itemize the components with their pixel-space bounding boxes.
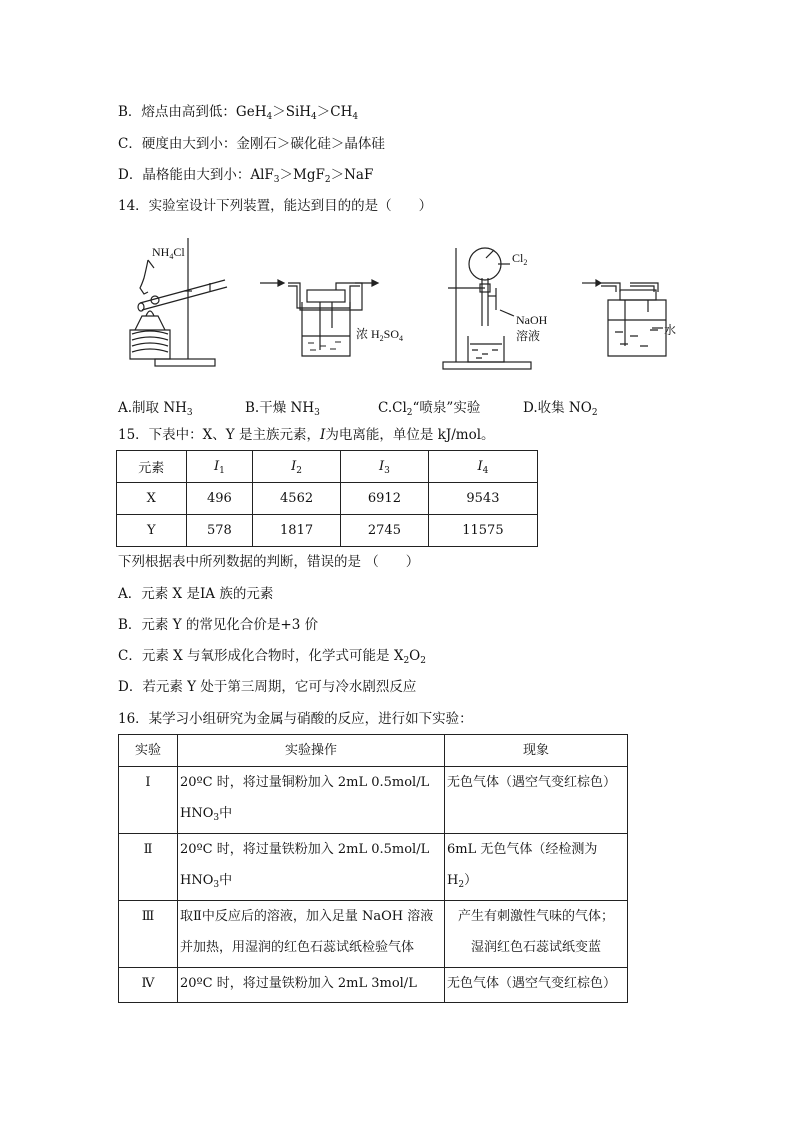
label-solution: 溶液	[516, 329, 541, 343]
option-b-label: B．熔点由高到低：	[118, 104, 236, 120]
table-cell: Ⅰ	[119, 767, 178, 834]
formula-part: ＞SiH	[272, 104, 312, 120]
formula-part: O	[409, 648, 421, 664]
formula-part: HNO	[180, 873, 214, 888]
table-cell: X	[117, 483, 187, 515]
cell-line	[180, 798, 442, 831]
table-row	[119, 834, 628, 901]
label-cl2: $Cl_2$	[512, 251, 528, 267]
table-cell	[445, 834, 628, 901]
option-label: C．元素 X 与氧形成化合物时，化学式可能是 X	[118, 648, 404, 664]
table-cell: 496	[186, 483, 253, 515]
ionization-energy-table	[116, 450, 538, 547]
table-row	[119, 901, 628, 968]
cell-line: 并加热，用湿润的红色石蕊试纸检验气体	[180, 940, 415, 955]
q14-stem: 14．实验室设计下列装置，能达到目的的是（ ）	[118, 198, 433, 214]
formula-part: ＞MgF	[279, 167, 325, 183]
table-cell	[445, 901, 628, 968]
subscript: 1	[219, 466, 225, 476]
q14-apparatus-figure	[110, 228, 677, 378]
q15-stem	[118, 426, 495, 444]
table-cell	[178, 901, 445, 968]
formula-part: ＞CH	[316, 104, 353, 120]
table-cell: 578	[186, 515, 253, 547]
subscript: 2	[403, 656, 410, 666]
table-row	[119, 968, 628, 1003]
q14-option-c	[378, 396, 480, 416]
header-cell: 实验	[119, 735, 178, 767]
table-cell: Ⅲ	[119, 901, 178, 968]
table-cell: 无色气体（遇空气变红棕色）	[445, 767, 628, 834]
table-row	[117, 515, 538, 547]
formula-part: 中	[219, 806, 233, 821]
header-symbol: I	[378, 459, 385, 474]
table-cell: 2745	[341, 515, 429, 547]
header-cell: 现象	[445, 735, 628, 767]
label-nh4cl: $NH_4Cl$	[152, 245, 185, 261]
table-cell: 4562	[253, 483, 341, 515]
subscript: 4	[482, 466, 489, 476]
subscript: 3	[213, 880, 220, 890]
option-label: B.干燥 NH	[245, 400, 315, 416]
apparatus-b	[288, 283, 362, 356]
subscript: 2	[324, 175, 331, 185]
table-cell: 6912	[341, 483, 429, 515]
subscript: 2	[406, 408, 413, 418]
table-cell	[178, 767, 445, 834]
table-header-row	[119, 735, 628, 767]
formula-part: HNO	[180, 806, 214, 821]
cell-line	[180, 865, 442, 898]
formula-part: AlF	[250, 167, 274, 183]
stem-symbol: I	[320, 427, 326, 443]
subscript: 2	[458, 880, 465, 890]
table-row	[119, 767, 628, 834]
q15-option-d: D．若元素 Y 处于第三周期，它可与冷水剧烈反应	[118, 679, 417, 695]
subscript: 3	[213, 813, 220, 823]
stem-part: 为电离能，单位是 kJ/mol。	[325, 427, 495, 443]
q15-option-c	[118, 647, 426, 667]
table-cell	[178, 834, 445, 901]
subscript: 2	[420, 656, 426, 666]
option-tail: “喷泉”实验	[412, 400, 481, 416]
subscript: 2	[296, 466, 303, 476]
subscript: 3	[273, 175, 280, 185]
header-cell: 元素	[117, 451, 187, 483]
cell-text: ）	[464, 873, 478, 888]
subscript: 3	[314, 408, 320, 418]
cell-line: 20ºC 时，将过量铁粉加入 2mL 0.5mol/L	[180, 842, 430, 857]
q13-option-b	[118, 103, 358, 123]
table-cell: 1817	[253, 515, 341, 547]
table-cell: Ⅱ	[119, 834, 178, 901]
table-cell: Ⅳ	[119, 968, 178, 1003]
option-d-label: D．晶格能由大到小：	[118, 167, 251, 183]
table-cell: Y	[117, 515, 187, 547]
q16-stem: 16．某学习小组研究为金属与硝酸的反应，进行如下实验：	[118, 711, 473, 727]
formula-part: 中	[219, 873, 233, 888]
header-symbol: I	[477, 459, 483, 474]
subscript: 4	[266, 112, 273, 122]
header-cell	[253, 451, 341, 483]
q14-option-d	[523, 396, 598, 416]
experiment-table	[118, 734, 628, 1003]
table-header-row	[117, 451, 538, 483]
subscript: 2	[591, 408, 598, 418]
subscript: 4	[311, 112, 317, 122]
option-label: D.收集 NO	[523, 400, 592, 416]
apparatus-d	[601, 283, 666, 356]
subscript: 3	[384, 466, 390, 476]
subscript: 4	[352, 112, 359, 122]
q15-option-b: B．元素 Y 的常见化合价是+3 价	[118, 617, 319, 633]
label-water: 水	[664, 323, 677, 337]
table-cell: 11575	[428, 515, 537, 547]
option-label: C.Cl	[378, 400, 407, 416]
cell-line: 取Ⅱ中反应后的溶液，加入足量 NaOH 溶液	[180, 909, 434, 924]
cell-line: 产生有刺激性气味的气体；	[457, 909, 614, 924]
formula-part: ＞NaF	[330, 167, 374, 183]
header-cell	[428, 451, 537, 483]
formula-part: GeH	[235, 104, 267, 120]
header-symbol: I	[291, 459, 297, 474]
option-label: A.制取 NH	[118, 400, 187, 416]
q13-option-c: C．硬度由大到小：金刚石＞碳化硅＞晶体硅	[118, 136, 385, 152]
header-cell	[341, 451, 429, 483]
table-cell: 20ºC 时，将过量铁粉加入 2mL 3mol/L	[178, 968, 445, 1003]
cell-line: 20ºC 时，将过量铜粉加入 2mL 0.5mol/L	[180, 775, 430, 790]
cell-line: 湿润红色石蕊试纸变蓝	[470, 940, 601, 955]
q14-option-b	[245, 396, 320, 416]
header-cell	[186, 451, 253, 483]
stem-part: 15．下表中：X、Y 是主族元素，	[118, 427, 320, 443]
header-cell: 实验操作	[178, 735, 445, 767]
q13-option-d	[118, 166, 373, 186]
apparatus-c	[443, 248, 531, 369]
table-row	[117, 483, 538, 515]
table-cell: 9543	[428, 483, 537, 515]
subscript: 3	[186, 408, 193, 418]
table-cell: 无色气体（遇空气变红棕色）	[445, 968, 628, 1003]
label-naoh: NaOH	[516, 313, 548, 327]
label-h2so4: 浓 $H_2SO_4$	[356, 327, 404, 343]
q15-option-a: A．元素 X 是ⅠA 族的元素	[118, 586, 274, 602]
header-symbol: I	[213, 459, 220, 474]
q14-option-a	[118, 396, 193, 416]
q15-question: 下列根据表中所列数据的判断，错误的是 （ ）	[118, 554, 420, 570]
cell-text: 6mL 无色气体（经检测为 H	[447, 842, 598, 888]
